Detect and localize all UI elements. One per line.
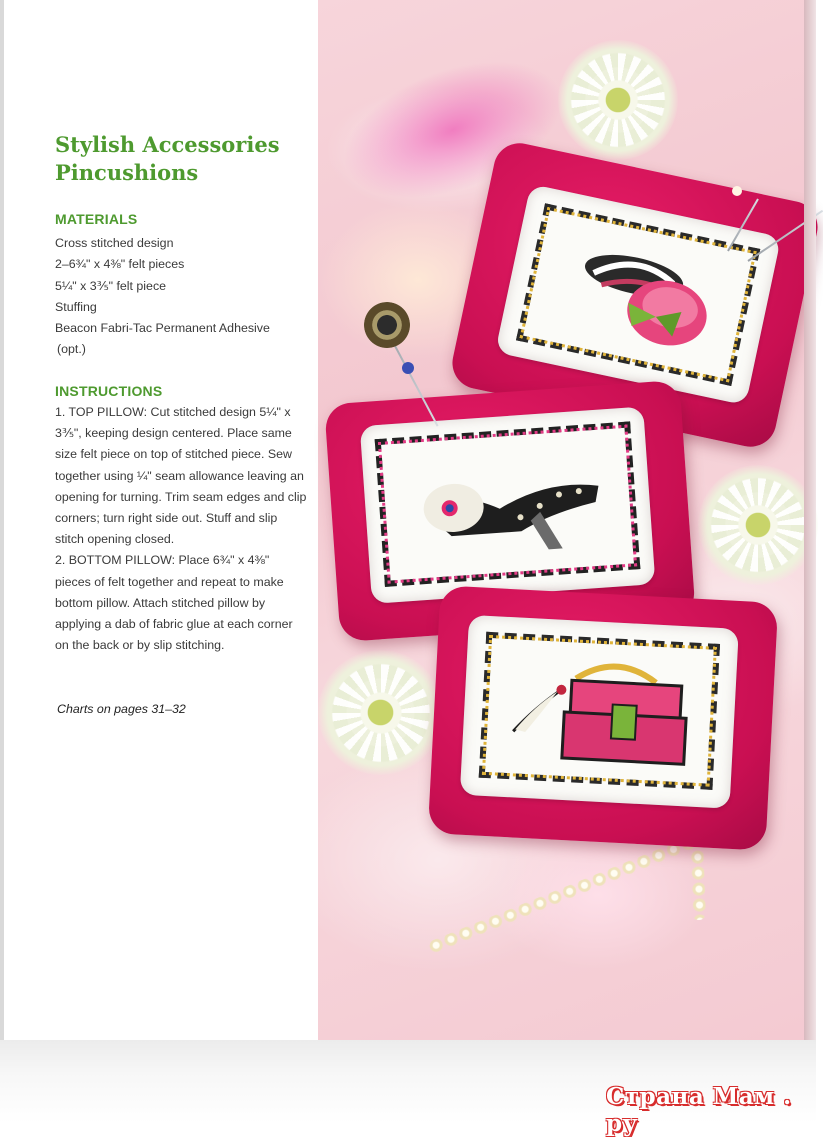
materials-item: Cross stitched design (55, 236, 174, 250)
product-photo (318, 0, 804, 1040)
site-watermark: Страна Мам . ру (606, 1083, 792, 1137)
pin-bead-icon (402, 362, 414, 374)
chrysanthemum-top (558, 40, 678, 160)
title-line-1: Stylish Accessories (55, 132, 280, 157)
materials-item: Beacon Fabri-Tac Permanent Adhesive (55, 321, 270, 336)
materials-heading: MATERIALS (55, 211, 138, 227)
title-line-2: Pincushions (55, 160, 199, 185)
chrysanthemum-left (318, 650, 443, 775)
instructions-body (55, 402, 307, 656)
instruction-step-2: 2. BOTTOM PILLOW: Place 6¾" x 4⅜" pieces of felt together and repeat to make bottom pillow. Attach stitched pillow by applying a dab of fabric glue at each corner on the back or by slip stitching. (55, 553, 293, 653)
page-spine (804, 0, 816, 1040)
materials-list (55, 233, 305, 361)
instructions-heading: INSTRUCTIONS (55, 383, 163, 399)
instruction-step-1: 1. TOP PILLOW: Cut stitched design 5¼" x 3⅗", keeping design centered. Place same size felt piece on top of stitched piece. Sew together using ¼" seam allowance leaving an opening for turning. Trim seam edges and clip corners; turn right side out. Stuff and slip stitch opening closed. (55, 405, 307, 547)
shoe-icon (406, 445, 613, 569)
handbag-icon (501, 647, 697, 777)
materials-item: 5¼" x 3⅗" felt piece (55, 278, 167, 293)
materials-item: (opt.) (57, 342, 86, 357)
charts-reference: Charts on pages 31–32 (57, 702, 186, 716)
page-title (55, 131, 315, 187)
materials-item: Stuffing (55, 299, 97, 314)
cameo-pin-icon (364, 302, 410, 348)
stitched-panel (460, 615, 739, 809)
pincushion-handbag (428, 585, 779, 850)
pearl-pin-icon (732, 186, 742, 196)
text-column (0, 0, 318, 1040)
materials-item: 2–6¾" x 4⅜" felt pieces (55, 257, 185, 272)
chrysanthemum-right (698, 465, 818, 585)
stitched-panel (495, 184, 781, 405)
stitched-panel (360, 406, 656, 603)
